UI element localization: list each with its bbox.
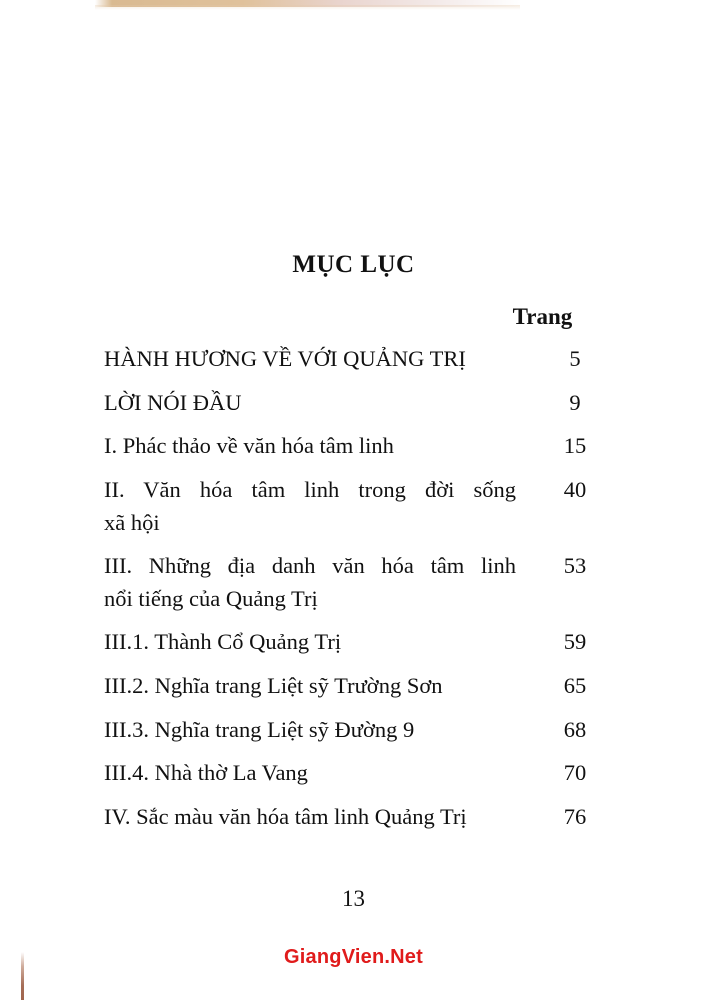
toc-entry-page-number: 40 xyxy=(563,476,587,502)
toc-entry-title xyxy=(104,430,516,463)
toc-entry-title xyxy=(104,714,516,747)
toc-entry-title xyxy=(104,343,516,376)
toc-entry-line-1: III.2. Nghĩa trang Liệt sỹ Trường Sơn xyxy=(104,673,443,698)
toc-entry[interactable] xyxy=(104,757,614,790)
watermark: GiangVien.Net xyxy=(284,946,423,968)
toc-entry-title xyxy=(104,550,516,615)
page-column-header: Trang xyxy=(512,304,573,329)
toc-entry-line-1: III.3. Nghĩa trang Liệt sỹ Đường 9 xyxy=(104,716,415,742)
toc-entry[interactable] xyxy=(104,343,614,376)
toc-entry[interactable] xyxy=(104,670,614,703)
toc-entry-line-1: I. Phác thảo về văn hóa tâm linh xyxy=(104,433,394,459)
toc-entry-line-1: III.1. Thành Cổ Quảng Trị xyxy=(104,629,342,655)
toc-entry-line-1: HÀNH HƯƠNG VỀ VỚI QUẢNG TRỊ xyxy=(104,346,466,371)
toc-entry-page-number: 9 xyxy=(569,389,581,415)
toc-entry-page-number: 59 xyxy=(563,629,587,655)
scan-artifact-top-band-fade xyxy=(95,5,520,10)
page-title: MỤC LỤC xyxy=(292,251,415,278)
toc-entry-page-number: 65 xyxy=(563,673,587,698)
toc-entry[interactable] xyxy=(104,387,614,420)
toc-entry-title xyxy=(104,670,516,703)
toc-entry[interactable] xyxy=(104,714,614,747)
toc-entry-page-number: 15 xyxy=(563,433,587,459)
table-of-contents xyxy=(104,343,614,845)
toc-entry[interactable] xyxy=(104,626,614,659)
toc-entry[interactable] xyxy=(104,430,614,463)
toc-entry-line-1: IV. Sắc màu văn hóa tâm linh Quảng Trị xyxy=(104,803,467,829)
toc-entry-page-number: 53 xyxy=(563,553,587,579)
toc-entry-line-2: xã hội xyxy=(104,509,160,535)
toc-entry-title xyxy=(104,757,516,790)
folio-page-number: 13 xyxy=(342,886,365,911)
toc-entry-page-number: 70 xyxy=(563,760,587,786)
toc-entry-page-number: 68 xyxy=(563,716,587,742)
toc-entry-title xyxy=(104,801,516,834)
toc-entry[interactable] xyxy=(104,550,614,615)
toc-entry-line-1: II. Văn hóa tâm linh trong đời sống xyxy=(104,476,516,502)
toc-entry-title xyxy=(104,387,516,420)
toc-entry-title xyxy=(104,626,516,659)
toc-entry-title xyxy=(104,474,516,539)
toc-entry-page-number: 5 xyxy=(569,346,581,371)
toc-entry[interactable] xyxy=(104,801,614,834)
toc-entry[interactable] xyxy=(104,474,614,539)
toc-entry-line-1: III.4. Nhà thờ La Vang xyxy=(104,760,308,786)
toc-entry-line-1: LỜI NÓI ĐẦU xyxy=(104,389,242,415)
toc-entry-line-1: III. Những địa danh văn hóa tâm linh xyxy=(104,553,516,579)
toc-entry-line-2: nổi tiếng của Quảng Trị xyxy=(104,585,318,611)
toc-entry-page-number: 76 xyxy=(563,803,587,829)
